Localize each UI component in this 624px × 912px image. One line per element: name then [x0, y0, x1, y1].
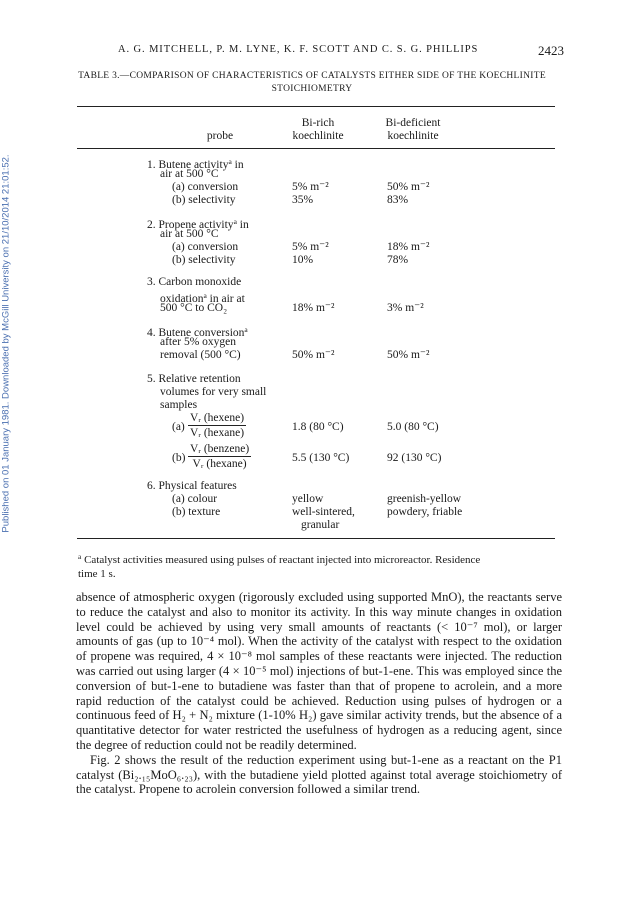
table-cell: powdery, friable — [387, 506, 463, 518]
page-number: 2423 — [538, 43, 564, 58]
col-header-bi-rich-line2: koechlinite — [292, 130, 344, 142]
table-row: air at 500 °C — [160, 228, 219, 240]
table-row: samples — [160, 399, 198, 411]
table-row: 500 °C to CO₂ — [160, 302, 228, 314]
table-cell: 50% m⁻² — [292, 349, 335, 361]
table-cell: 1.8 (80 °C) — [292, 421, 344, 433]
table-cell: 50% m⁻² — [387, 181, 430, 193]
table-row: (b) selectivity — [172, 194, 236, 206]
table-cell: 10% — [292, 254, 314, 266]
table-cell: 5.0 (80 °C) — [387, 421, 439, 433]
retention-ratio-hexene: Vᵣ (hexene) Vᵣ (hexane) — [190, 412, 245, 439]
table-caption-line1: TABLE 3.—COMPARISON OF CHARACTERISTICS OF CATALYSTS EITHER SIDE OF THE KOECHLINITE — [78, 71, 546, 81]
col-header-bi-rich — [278, 117, 358, 143]
table-cell: granular — [301, 519, 340, 531]
publication-sidebar-note: Published on 01 January 1981. Downloaded by McGill University on 21/10/2014 21:01:52. — [0, 154, 12, 533]
table-top-rule — [77, 106, 555, 107]
col-header-bi-rich-line1: Bi-rich — [301, 117, 335, 129]
table-caption — [62, 70, 562, 96]
table-cell: 92 (130 °C) — [387, 452, 442, 464]
table-cell: 18% m⁻² — [292, 302, 335, 314]
table-cell: yellow — [292, 493, 324, 505]
table-cell: well-sintered, — [292, 506, 355, 518]
table-cell: 78% — [387, 254, 409, 266]
body-text — [76, 590, 562, 797]
table-row: 1. Butene activity$^a$ in — [147, 157, 244, 171]
table-row: after 5% oxygen — [160, 336, 236, 348]
footnote-line2: time 1 s. — [78, 568, 116, 580]
table-row: (a) — [172, 421, 185, 433]
table-row: 2. Propene activity$^a$ in — [147, 217, 249, 231]
table-cell: 83% — [387, 194, 409, 206]
col-header-bi-deficient-line1: Bi-deficient — [385, 117, 441, 129]
table-cell: 5% m⁻² — [292, 241, 329, 253]
retention-ratio-benzene: Vᵣ (benzene) Vᵣ (hexane) — [190, 443, 250, 470]
table-cell: 3% m⁻² — [387, 302, 424, 314]
header-authors: A. G. MITCHELL, P. M. LYNE, K. F. SCOTT AND C. S. G. PHILLIPS — [118, 44, 479, 55]
table-cell: 5.5 (130 °C) — [292, 452, 350, 464]
table-cell: 50% m⁻² — [387, 349, 430, 361]
table-row: removal (500 °C) — [160, 349, 241, 361]
table-cell: greenish-yellow — [387, 493, 462, 505]
table-row: 3. Carbon monoxide — [147, 276, 242, 288]
body-paragraph: Fig. 2 shows the result of the reduction experiment using but-1-ene as a reactant on the P1 catalyst (Bi₂.₁₅MoO₆.₂₃), with the butadiene yield plotted against total average stoichiometry of the catalyst. Propene to acrolein conversion followed a similar trend. — [76, 752, 562, 797]
table-cell: 18% m⁻² — [387, 241, 430, 253]
table-row: (b) texture — [172, 506, 221, 518]
table-header-rule — [77, 148, 555, 149]
col-header-probe: probe — [206, 130, 234, 142]
table-row: 4. Butene conversion$^a$ — [147, 325, 248, 339]
table-row: (a) colour — [172, 493, 218, 505]
footnote-line1: $^a$ Catalyst activities measured using pulses of reactant injected into microreactor. Residence — [78, 552, 481, 566]
table-row: 5. Relative retention — [147, 373, 241, 385]
table-caption-line2: STOICHIOMETRY — [271, 84, 353, 94]
table-cell: 35% — [292, 194, 314, 206]
running-header — [118, 43, 564, 58]
col-header-bi-deficient-line2: koechlinite — [387, 130, 439, 142]
table-footnote — [78, 550, 558, 581]
table-row: (a) conversion — [172, 181, 239, 193]
table-row: oxidation$^a$ in air at — [160, 291, 245, 305]
table-cell: 5% m⁻² — [292, 181, 329, 193]
table-row: (a) conversion — [172, 241, 239, 253]
table-row: volumes for very small — [160, 386, 267, 398]
table-row: (b) — [172, 452, 186, 464]
table-row: air at 500 °C — [160, 168, 219, 180]
col-header-bi-deficient — [368, 117, 458, 143]
table-row: (b) selectivity — [172, 254, 236, 266]
table-bottom-rule — [77, 538, 555, 539]
body-paragraph: absence of atmospheric oxygen (rigorously excluded using supported MnO), the reactants serve to reduce the catalyst and also to monitor its activity. In this way minute changes in oxidation level could be achieved by using very small amounts of reactants (< 10⁻⁷ mol), or larger amounts of gas (up to 10⁻⁴ mol). When the activity of the catalyst with respect to the oxidation of propene was required, 4 × 10⁻⁸ mol samples of these reactants were injected. The reduction was carried out using larger (4 × 10⁻⁵ mol) injections of but-1-ene. This was employed since the conversion of but-1-ene to butadiene was faster than that of propene to acrolein, and a more rapid reduction of the catalyst could be achieved. Reduction using pulses of hydrogen or a continuous feed of H₂ + N₂ mixture (1-10% H₂) gave similar activity trends, but the absence of a quantitative detector for water restricted the usefulness of hydrogen as a reducing agent, since the degree of reduction could not be readily determined. — [76, 590, 562, 752]
table-row: 6. Physical features — [147, 480, 237, 492]
